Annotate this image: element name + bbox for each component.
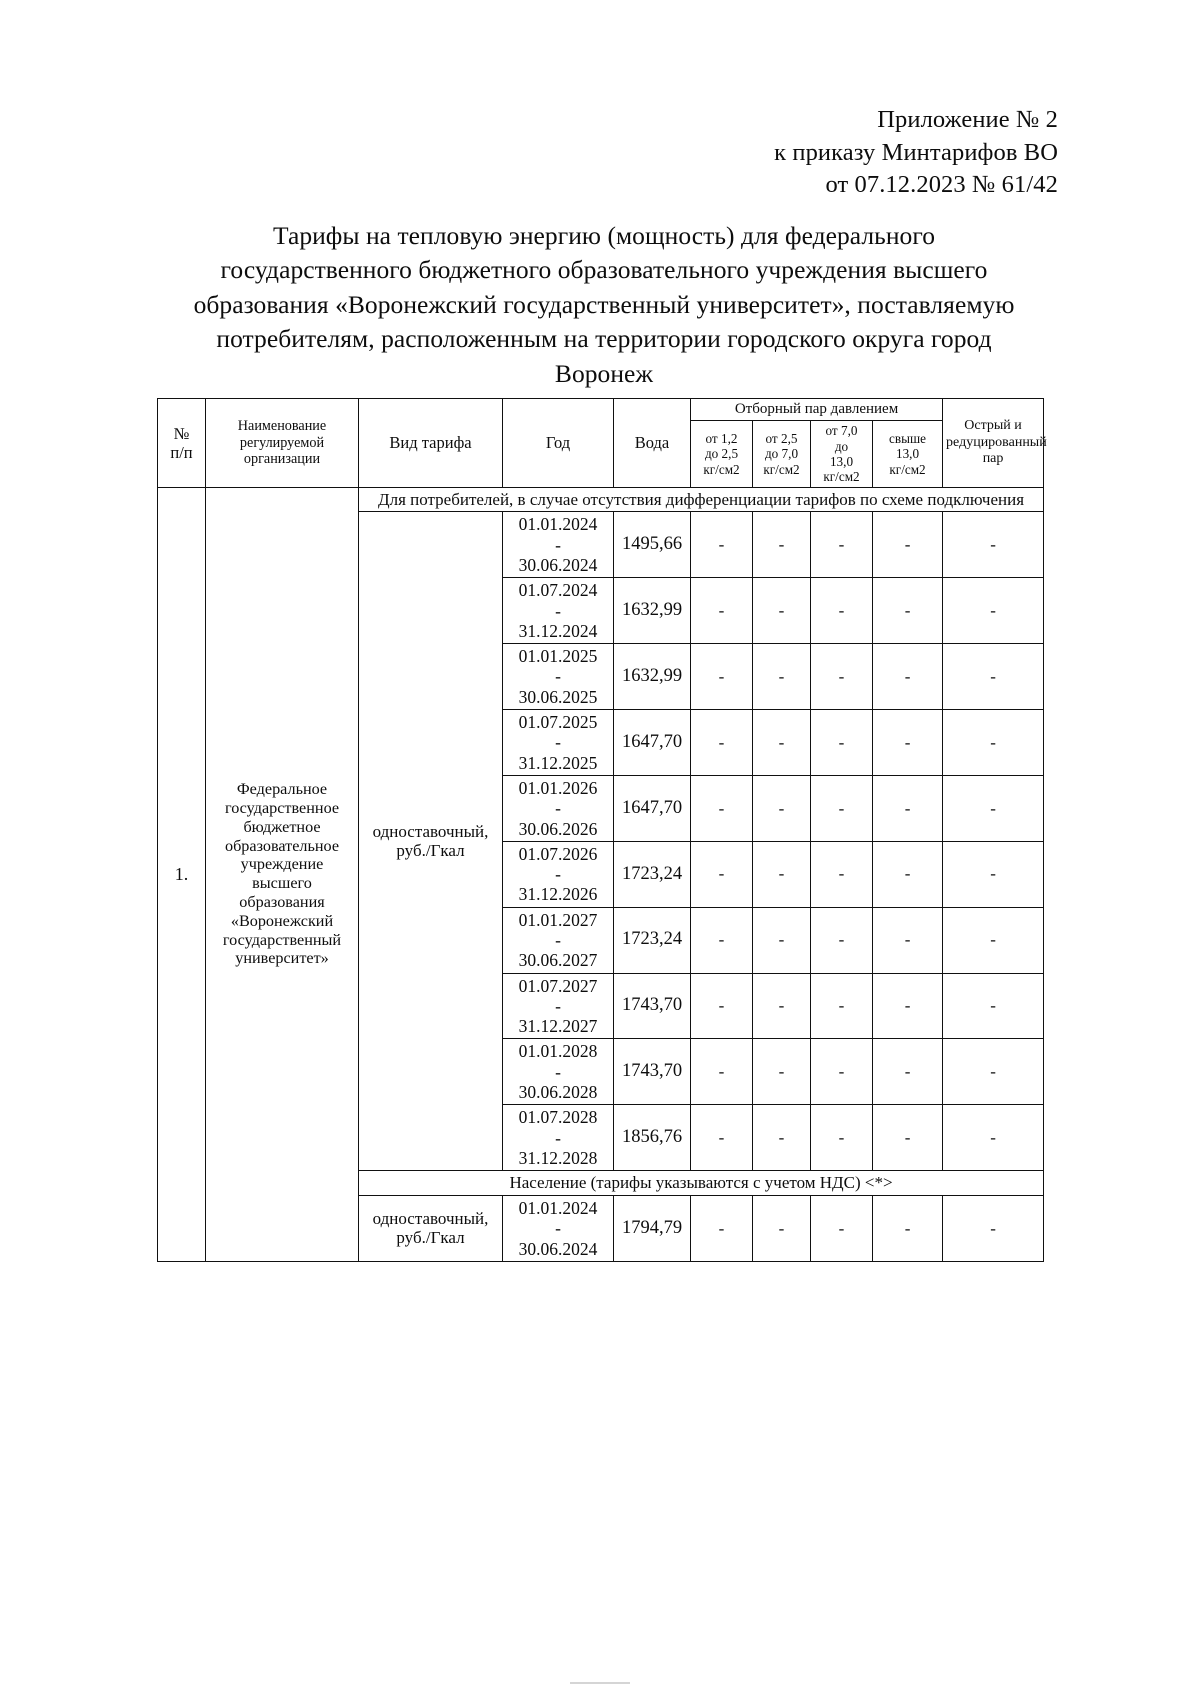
- pressure-2-cell: -: [753, 644, 811, 710]
- pressure-3-cell: -: [811, 973, 873, 1039]
- period-from: 01.01.2025: [518, 646, 598, 667]
- period-to: 31.12.2028: [518, 1147, 598, 1168]
- period-separator: -: [555, 1061, 561, 1082]
- sharp-steam-cell: -: [943, 512, 1044, 578]
- water-value-cell: 1743,70: [614, 973, 691, 1039]
- pressure-3-cell: -: [811, 644, 873, 710]
- pressure-4-cell: -: [873, 907, 943, 973]
- pressure-1-cell: -: [691, 512, 753, 578]
- pressure-3-cell: -: [811, 1039, 873, 1105]
- page-title: [168, 219, 1040, 391]
- title-line-3: образования «Воронежский государственный университет», поставляемую: [193, 289, 1015, 319]
- pressure-2-cell: -: [753, 1105, 811, 1171]
- period-from: 01.01.2028: [518, 1041, 598, 1062]
- water-value-cell: 1743,70: [614, 1039, 691, 1105]
- period-separator: -: [555, 666, 561, 687]
- title-line-2: государственного бюджетного образовательного учреждения высшего: [220, 255, 988, 285]
- period-cell: [503, 841, 614, 907]
- pressure-3-cell: -: [811, 1195, 873, 1261]
- pressure-1-cell: -: [691, 644, 753, 710]
- pressure-3-cell: -: [811, 775, 873, 841]
- water-value-cell: 1723,24: [614, 907, 691, 973]
- period-to: 30.06.2025: [518, 686, 598, 707]
- period-separator: -: [555, 864, 561, 885]
- sharp-steam-cell: -: [943, 1195, 1044, 1261]
- pressure-4-cell: -: [873, 578, 943, 644]
- period-separator: -: [555, 534, 561, 555]
- pressure-2-cell: -: [753, 775, 811, 841]
- column-header-pressure-2: от 2,5 до 7,0 кг/см2: [753, 421, 811, 487]
- tariffs-table: [157, 398, 1047, 1262]
- pressure-2-cell: -: [753, 710, 811, 776]
- pressure-4-cell: -: [873, 512, 943, 578]
- period-to: 30.06.2026: [518, 818, 598, 839]
- period-separator: -: [555, 732, 561, 753]
- pressure-1-cell: -: [691, 1105, 753, 1171]
- pressure-3-cell: -: [811, 841, 873, 907]
- column-header-water: Вода: [614, 399, 691, 488]
- period-from: 01.07.2028: [518, 1107, 598, 1128]
- appendix-number: Приложение № 2: [877, 106, 1058, 133]
- period-from: 01.01.2024: [518, 1197, 598, 1218]
- table-head: [158, 399, 1047, 488]
- pressure-2-cell: -: [753, 1039, 811, 1105]
- sharp-steam-cell: -: [943, 578, 1044, 644]
- period-separator: -: [555, 600, 561, 621]
- pressure-1-cell: -: [691, 907, 753, 973]
- title-line-4: потребителям, расположенным на территории городского округа город: [216, 324, 992, 354]
- sharp-steam-cell: -: [943, 841, 1044, 907]
- period-cell: [503, 578, 614, 644]
- period-separator: -: [555, 930, 561, 950]
- period-cell: [503, 907, 614, 973]
- period-to: 31.12.2026: [518, 884, 598, 905]
- water-value-cell: 1647,70: [614, 710, 691, 776]
- section-header-consumers: Для потребителей, в случае отсутствия дифференциации тарифов по схеме подключения: [359, 487, 1044, 512]
- pressure-2-cell: -: [753, 578, 811, 644]
- period-cell: [503, 710, 614, 776]
- period-from: 01.01.2027: [518, 909, 598, 930]
- page-bottom-mark: [570, 1682, 630, 1684]
- section-row-consumers: [158, 487, 1044, 512]
- period-to: 31.12.2027: [518, 1016, 598, 1037]
- row-number-cell: 1.: [158, 487, 206, 1261]
- period-cell: [503, 644, 614, 710]
- period-from: 01.07.2025: [518, 712, 598, 733]
- period-from: 01.07.2024: [518, 580, 598, 601]
- period-separator: -: [555, 1127, 561, 1148]
- pressure-3-cell: -: [811, 907, 873, 973]
- period-separator: -: [555, 1218, 561, 1239]
- period-from: 01.07.2026: [518, 843, 598, 864]
- pressure-1-cell: -: [691, 1195, 753, 1261]
- period-cell: [503, 973, 614, 1039]
- water-value-cell: 1723,24: [614, 841, 691, 907]
- pressure-3-cell: -: [811, 512, 873, 578]
- tariff-kind-cell: одноставочный, руб./Гкал: [359, 512, 503, 1171]
- pressure-3-cell: -: [811, 578, 873, 644]
- period-cell: [503, 1195, 614, 1261]
- column-header-year: Год: [503, 399, 614, 488]
- pressure-4-cell: -: [873, 1039, 943, 1105]
- pressure-1-cell: -: [691, 578, 753, 644]
- pressure-1-cell: -: [691, 710, 753, 776]
- table-header-row-1: [158, 399, 1044, 421]
- pressure-1-cell: -: [691, 973, 753, 1039]
- column-header-tariff-kind: Вид тарифа: [359, 399, 503, 488]
- pressure-3-cell: -: [811, 1105, 873, 1171]
- table-body: [158, 487, 1044, 1261]
- period-from: 01.01.2026: [518, 777, 598, 798]
- pressure-4-cell: -: [873, 1105, 943, 1171]
- pressure-2-cell: -: [753, 1195, 811, 1261]
- period-to: 30.06.2027: [518, 950, 598, 971]
- water-value-cell: 1495,66: [614, 512, 691, 578]
- title-line-1: Тарифы на тепловую энергию (мощность) для федерального: [272, 221, 936, 250]
- column-header-steam-group: Отборный пар давлением: [691, 399, 943, 421]
- pressure-4-cell: -: [873, 973, 943, 1039]
- column-header-pressure-3: от 7,0 до 13,0 кг/см2: [811, 421, 873, 487]
- column-header-number: № п/п: [158, 399, 206, 488]
- pressure-3-cell: -: [811, 710, 873, 776]
- water-value-cell: 1632,99: [614, 578, 691, 644]
- period-to: 30.06.2024: [518, 1238, 598, 1259]
- pressure-4-cell: -: [873, 775, 943, 841]
- period-cell: [503, 775, 614, 841]
- pressure-4-cell: -: [873, 644, 943, 710]
- sharp-steam-cell: -: [943, 710, 1044, 776]
- period-to: 31.12.2024: [518, 620, 598, 641]
- title-line-5: Воронеж: [554, 358, 654, 388]
- column-header-pressure-1: от 1,2 до 2,5 кг/см2: [691, 421, 753, 487]
- sharp-steam-cell: -: [943, 1105, 1044, 1171]
- water-value-cell: 1794,79: [614, 1195, 691, 1261]
- period-cell: [503, 512, 614, 578]
- column-header-organization: Наименование регулируемой организации: [206, 399, 359, 488]
- pressure-2-cell: -: [753, 512, 811, 578]
- period-cell: [503, 1039, 614, 1105]
- period-separator: -: [555, 995, 561, 1016]
- period-from: 01.07.2027: [518, 975, 598, 996]
- order-authority: к приказу Минтарифов ВО: [774, 138, 1058, 166]
- period-from: 01.01.2024: [518, 514, 598, 535]
- pressure-2-cell: -: [753, 841, 811, 907]
- tariffs-table-wrapper: [157, 398, 1047, 1262]
- sharp-steam-cell: -: [943, 973, 1044, 1039]
- sharp-steam-cell: -: [943, 775, 1044, 841]
- order-date-number: от 07.12.2023 № 61/42: [825, 171, 1058, 199]
- pressure-1-cell: -: [691, 841, 753, 907]
- document-header: [774, 104, 1058, 202]
- sharp-steam-cell: -: [943, 1039, 1044, 1105]
- pressure-2-cell: -: [753, 973, 811, 1039]
- period-cell: [503, 1105, 614, 1171]
- column-header-sharp-steam: Острый и редуцированный пар: [943, 399, 1044, 488]
- water-value-cell: 1856,76: [614, 1105, 691, 1171]
- pressure-4-cell: -: [873, 1195, 943, 1261]
- period-separator: -: [555, 798, 561, 819]
- pressure-1-cell: -: [691, 775, 753, 841]
- pressure-4-cell: -: [873, 710, 943, 776]
- water-value-cell: 1632,99: [614, 644, 691, 710]
- section-header-population: Население (тарифы указываются с учетом НДС) <*>: [359, 1171, 1044, 1196]
- sharp-steam-cell: -: [943, 644, 1044, 710]
- period-to: 30.06.2028: [518, 1082, 598, 1103]
- pressure-1-cell: -: [691, 1039, 753, 1105]
- water-value-cell: 1647,70: [614, 775, 691, 841]
- pressure-2-cell: -: [753, 907, 811, 973]
- period-to: 31.12.2025: [518, 752, 598, 773]
- pressure-4-cell: -: [873, 841, 943, 907]
- tariff-kind-cell: одноставочный, руб./Гкал: [359, 1195, 503, 1261]
- period-to: 30.06.2024: [518, 554, 598, 575]
- organization-cell: Федеральное государственное бюджетное образовательное учреждение высшего образования «Воронежский государственный университет»: [206, 487, 359, 1261]
- column-header-pressure-4: свыше 13,0 кг/см2: [873, 421, 943, 487]
- sharp-steam-cell: -: [943, 907, 1044, 973]
